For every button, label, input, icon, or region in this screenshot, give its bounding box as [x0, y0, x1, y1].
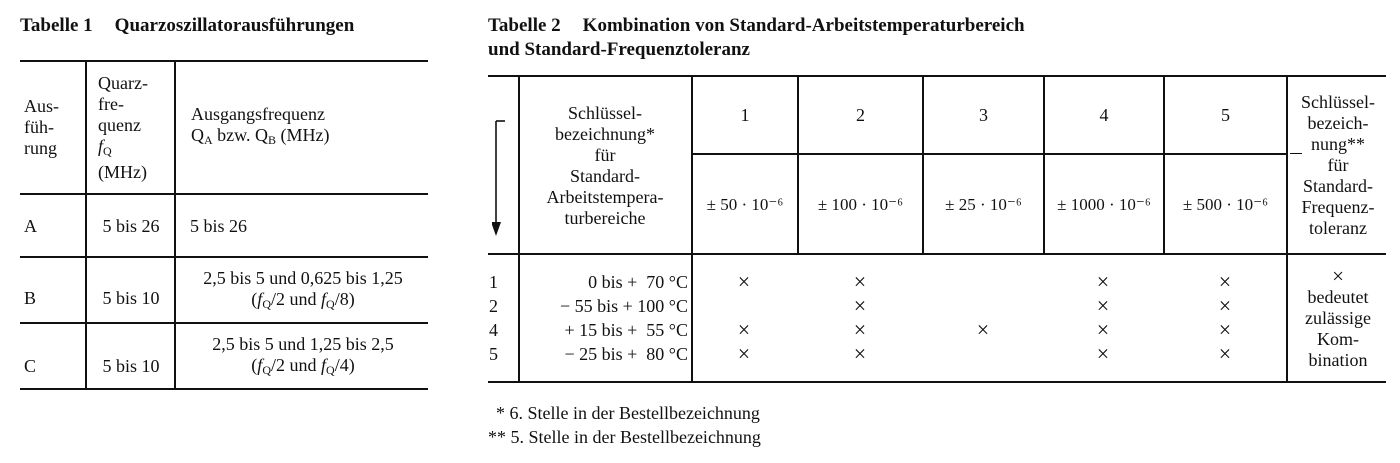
- combination-mark: ×: [853, 317, 867, 342]
- table2-row-key: 1: [489, 271, 498, 292]
- table2-row-range: − 25 bis + 80 °C: [564, 343, 688, 364]
- table1-row-a-out: 5 bis 26: [190, 215, 248, 236]
- table2-head-rule: [488, 253, 1386, 255]
- table2-caption-number: Tabelle 2: [488, 15, 561, 36]
- combination-mark: ×: [1218, 341, 1232, 366]
- table2-caption: [488, 14, 1025, 62]
- arrow-down-icon: [492, 112, 516, 242]
- combination-mark: ×: [853, 341, 867, 366]
- table1-row-a-quarz: 5 bis 26: [102, 215, 160, 236]
- combination-mark: ×: [737, 269, 751, 294]
- table2-col-1: 1: [740, 104, 750, 125]
- table2-col-3: 3: [979, 104, 988, 125]
- combination-mark: ×: [737, 341, 751, 366]
- table1-row-b-quarz: 5 bis 10: [102, 287, 160, 308]
- table2-tolerance-3: ± 25 · 10⁻⁶: [945, 194, 1022, 214]
- combination-mark: ×: [1218, 269, 1232, 294]
- table2-tolerance-5: ± 500 · 10⁻⁶: [1182, 194, 1269, 214]
- footnote-1: * 6. Stelle in der Bestellbezeichnung: [496, 403, 760, 423]
- table1-col-rule: [85, 60, 87, 390]
- table2-caption-line2: und Standard-Frequenztoleranz: [488, 39, 750, 60]
- table2-row-range: + 15 bis + 55 °C: [564, 319, 688, 340]
- table2-col-4: 4: [1099, 104, 1109, 125]
- table1-row-b-ausf: B: [24, 287, 37, 308]
- combination-mark: ×: [853, 293, 867, 318]
- combination-mark: ×: [976, 317, 990, 342]
- table1-bottom-rule: [20, 388, 428, 390]
- table1-head-quarzfrequenz: Quarz- fre- quenz $f_Q$ (MHz): [98, 72, 148, 182]
- combination-mark: ×: [1096, 293, 1110, 318]
- table1-head-rule: [20, 193, 428, 195]
- table2-row-range: − 55 bis + 100 °C: [559, 295, 688, 316]
- table1-row-a-ausf: A: [24, 215, 37, 236]
- table1-row-c-quarz: 5 bis 10: [102, 355, 160, 376]
- table1-row-rule: [20, 256, 428, 258]
- table1-row-c-out: 2,5 bis 5 und 1,25 bis 2,5 ($f_Q/2$ und $f_Q/4$): [212, 333, 394, 377]
- table1-caption: [20, 14, 354, 38]
- table2-tolerance-4: ± 1000 · 10⁻⁶: [1057, 194, 1151, 214]
- table2-bottom-rule: [488, 381, 1386, 383]
- table1-head-ausfuehrung: Aus- füh- rung: [24, 96, 59, 158]
- combination-mark: ×: [1096, 317, 1110, 342]
- combination-mark: ×: [1096, 341, 1110, 366]
- combination-mark: ×: [737, 317, 751, 342]
- combination-mark: ×: [1218, 293, 1232, 318]
- multiply-icon: ×: [1332, 263, 1344, 288]
- table2-row-key: 4: [489, 319, 498, 340]
- table2-legend: × bedeutet zulässige Kom- bination: [1305, 263, 1371, 370]
- table2-head-tolerance-key: Schlüssel- bezeich- nung** für Standard- Frequenz- toleranz: [1301, 91, 1375, 238]
- table1-caption-number: Tabelle 1: [20, 15, 93, 36]
- footnote-2: ** 5. Stelle in der Bestellbezeichnung: [488, 427, 761, 447]
- table2-caption-line1: Kombination von Standard-Arbeitstemperaturbereich: [582, 15, 1025, 36]
- table1-row-c-ausf: C: [24, 355, 37, 376]
- combination-mark: ×: [853, 269, 867, 294]
- table2-col-rule: [518, 75, 520, 383]
- table2-col-2: 2: [856, 104, 865, 125]
- symbol-fq: $f_Q$: [98, 135, 112, 158]
- table1-head-ausgangsfrequenz: Ausgangsfrequenz $Q_A$ bzw. $Q_B$ (MHz): [191, 104, 330, 147]
- table2-row-key: 2: [489, 295, 498, 316]
- table2-row-key: 5: [489, 343, 498, 364]
- combination-mark: ×: [1096, 269, 1110, 294]
- table2-tolerance-1: ± 50 · 10⁻⁶: [706, 194, 784, 214]
- table2-col-5: 5: [1221, 104, 1230, 125]
- combination-mark: ×: [1218, 317, 1232, 342]
- table2-row-range: 0 bis + 70 °C: [588, 271, 688, 292]
- table2-tolerance-2: ± 100 · 10⁻⁶: [817, 194, 904, 214]
- table1-row-rule: [20, 322, 428, 324]
- table1-caption-title: Quarzoszillatorausführungen: [114, 15, 355, 36]
- table2-head-temperature-key: Schlüssel- bezeichnung* für Standard- Arbeitstempera- turbereiche: [546, 103, 664, 228]
- table1-row-b-out: 2,5 bis 5 und 0,625 bis 1,25 ($f_Q/2$ und $f_Q/8$): [203, 267, 403, 311]
